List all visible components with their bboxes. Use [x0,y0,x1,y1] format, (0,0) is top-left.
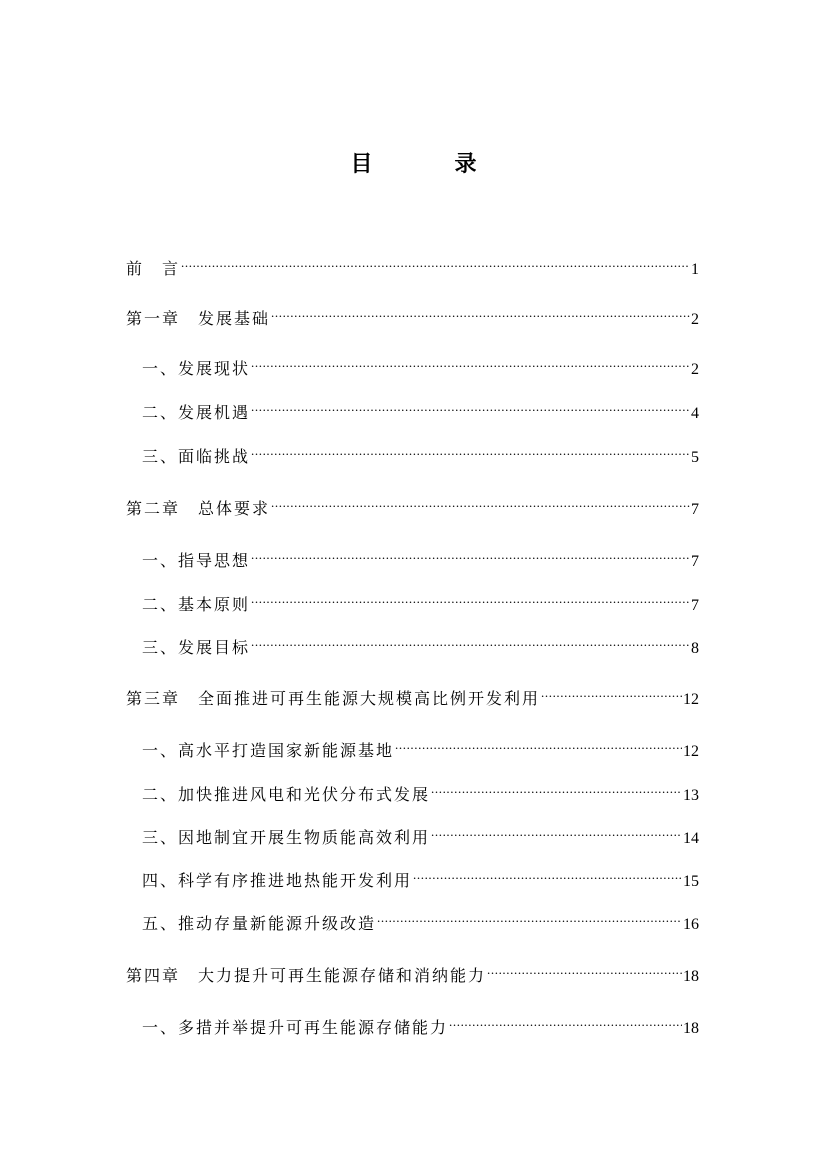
toc-entry-label: 三、因地制宜开展生物质能高效利用 [142,828,431,847]
toc-entry-section[interactable] [142,586,699,614]
toc-entry-label: 第四章 大力提升可再生能源存储和消纳能力 [126,966,487,985]
toc-entry-label: 一、发展现状 [142,359,251,378]
toc-page-number: 12 [683,743,699,760]
toc-entry-section[interactable] [142,1009,699,1037]
toc-entry-section[interactable] [142,732,699,760]
toc-entry-section[interactable] [142,776,699,804]
toc-entry-section[interactable] [142,438,699,466]
toc-page-number: 7 [691,597,699,614]
toc-dot-leader [395,732,682,756]
toc-dot-leader [251,629,690,653]
toc-entry-label: 一、指导思想 [142,551,251,570]
page-title: 目 录 [350,152,507,177]
toc-dot-leader [251,542,690,566]
toc-entry-section[interactable] [142,350,699,378]
toc-dot-leader [541,680,682,704]
toc-entry-chapter-1[interactable] [126,300,699,328]
toc-entry-section[interactable] [142,629,699,657]
toc-entry-label: 前 言 [126,259,181,278]
toc-page-number: 7 [691,501,699,518]
toc-page-number: 4 [691,405,699,422]
toc-page-number: 13 [683,787,699,804]
toc-page-number: 2 [691,311,699,328]
toc-page-number: 16 [683,916,699,933]
toc-entry-preface[interactable] [126,250,699,278]
toc-entry-label: 三、发展目标 [142,638,251,657]
toc-entry-label: 一、高水平打造国家新能源基地 [142,741,395,760]
toc-entry-label: 二、基本原则 [142,595,251,614]
toc-entry-label: 一、多措并举提升可再生能源存储能力 [142,1018,449,1037]
toc-dot-leader [271,300,690,324]
toc-dot-leader [431,819,682,843]
toc-entry-label: 二、加快推进风电和光伏分布式发展 [142,785,431,804]
toc-dot-leader [449,1009,682,1033]
toc-dot-leader [431,776,682,800]
toc-entry-label: 四、科学有序推进地热能开发利用 [142,871,413,890]
toc-page-number: 2 [691,361,699,378]
toc-page-number: 14 [683,830,699,847]
toc-dot-leader [251,586,690,610]
toc-entry-chapter-4[interactable] [126,957,699,985]
toc-entry-label: 第二章 总体要求 [126,499,271,518]
toc-page-number: 18 [683,968,699,985]
toc-entry-section[interactable] [142,394,699,422]
toc-entry-label: 第三章 全面推进可再生能源大规模高比例开发利用 [126,689,541,708]
toc-page-number: 5 [691,449,699,466]
toc-page-number: 7 [691,553,699,570]
toc-page-number: 18 [683,1020,699,1037]
toc-dot-leader [251,350,690,374]
toc-dot-leader [271,490,690,514]
toc-entry-section[interactable] [142,862,699,890]
toc-dot-leader [487,957,682,981]
toc-entry-label: 二、发展机遇 [142,403,251,422]
toc-entry-label: 三、面临挑战 [142,447,251,466]
toc-entry-chapter-3[interactable] [126,680,699,708]
toc-page-number: 12 [683,691,699,708]
toc-dot-leader [251,394,690,418]
toc-dot-leader [413,862,682,886]
toc-entry-section[interactable] [142,542,699,570]
toc-dot-leader [251,438,690,462]
toc-entry-chapter-2[interactable] [126,490,699,518]
toc-dot-leader [377,905,682,929]
toc-entry-section[interactable] [142,905,699,933]
toc-page-number: 15 [683,873,699,890]
toc-page-number: 8 [691,640,699,657]
toc-page-number: 1 [691,261,699,278]
toc-dot-leader [181,250,690,274]
toc-entry-section[interactable] [142,819,699,847]
toc-entry-label: 五、推动存量新能源升级改造 [142,914,377,933]
toc-entry-label: 第一章 发展基础 [126,309,271,328]
